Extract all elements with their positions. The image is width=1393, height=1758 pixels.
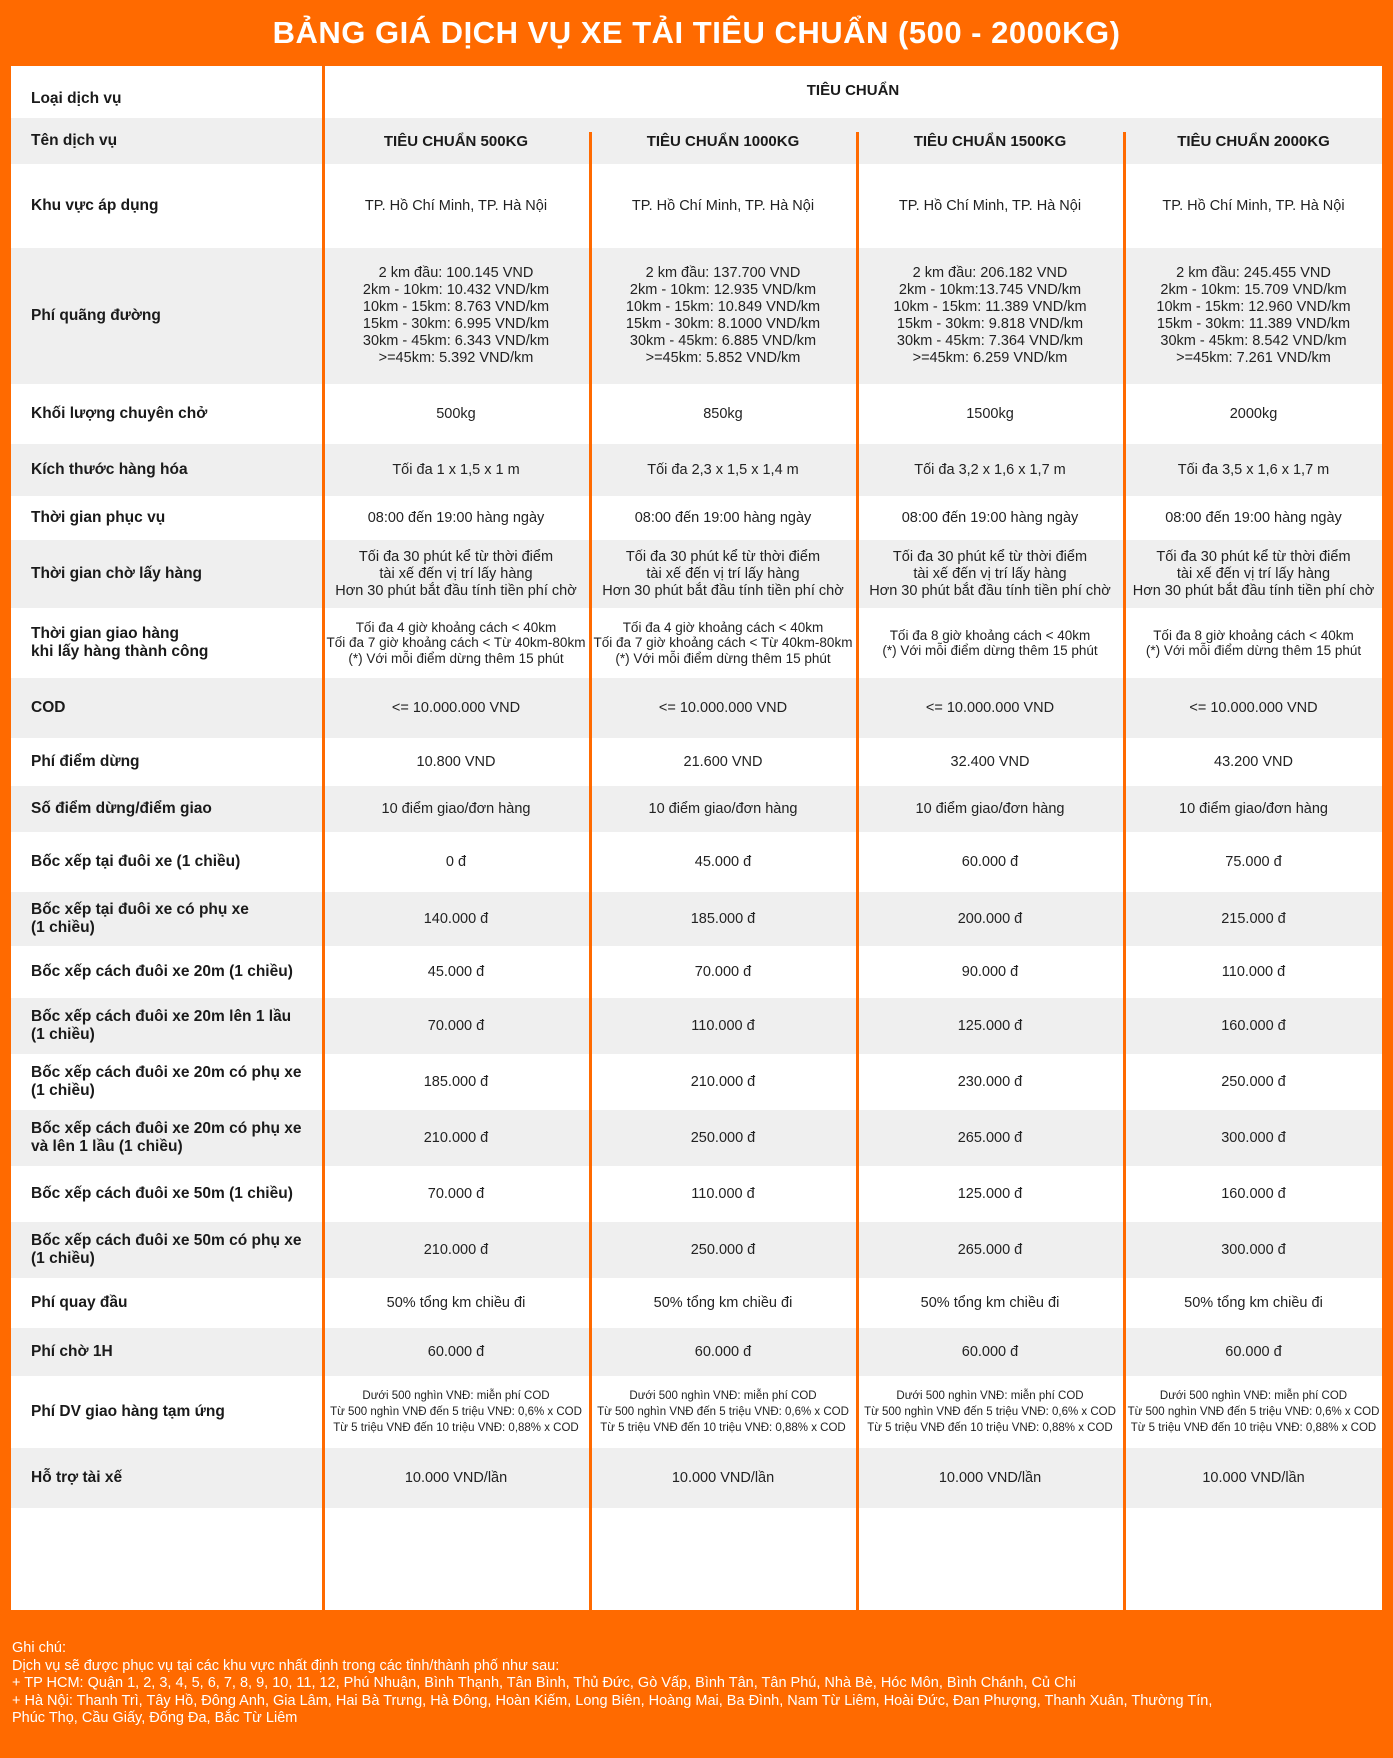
- row-label: Phí chờ 1H: [31, 1343, 113, 1360]
- cell-value: <= 10.000.000 VND: [1189, 699, 1318, 716]
- cell-value: 160.000 đ: [1221, 1017, 1286, 1034]
- page-title: BẢNG GIÁ DỊCH VỤ XE TẢI TIÊU CHUẨN (500 - 2000KG): [272, 15, 1121, 50]
- row-label: Phí điểm dừng: [31, 753, 140, 770]
- row-label: COD: [31, 699, 66, 716]
- service-name-label: Tên dịch vụ: [31, 132, 118, 149]
- row-phi-quay-dau: [11, 1278, 1382, 1328]
- row-boc-xep-50m-phu-xe: [11, 1222, 1382, 1278]
- cell-value: 70.000 đ: [694, 963, 752, 980]
- cell-value: 08:00 đến 19:00 hàng ngày: [1165, 509, 1342, 526]
- cell-value: <= 10.000.000 VND: [658, 699, 788, 716]
- cell-value: 125.000 đ: [957, 1017, 1023, 1034]
- service-name-1500: TIÊU CHUẨN 1500KG: [913, 132, 1067, 150]
- cell-value: Tối đa 8 giờ khoảng cách < 40km (*) Với mỗi điểm dừng thêm 15 phút: [882, 627, 1098, 658]
- cell-value: Dưới 500 nghìn VNĐ: miễn phí COD Từ 500 nghìn VNĐ đến 5 triệu VNĐ: 0,6% x COD Từ 5 triệu VNĐ đến 10 triệu VNĐ: 0,88% x COD: [1127, 1390, 1380, 1434]
- row-label: Bốc xếp tại đuôi xe có phụ xe (1 chiều): [31, 901, 249, 936]
- cell-value: Tối đa 2,3 x 1,5 x 1,4 m: [647, 461, 799, 478]
- cell-value: 200.000 đ: [957, 910, 1023, 927]
- cell-value: Tối đa 30 phút kể từ thời điểm tài xế đến vị trí lấy hàng Hơn 30 phút bắt đầu tính tiền phí chờ: [335, 548, 577, 599]
- row-thoi-gian-phuc-vu: [11, 496, 1382, 540]
- cell-value: 250.000 đ: [1221, 1073, 1286, 1090]
- cell-value: 110.000 đ: [691, 1185, 755, 1202]
- row-label: Khu vực áp dụng: [31, 197, 159, 214]
- cell-value: 2 km đầu: 206.182 VND 2km - 10km:13.745 VND/km 10km - 15km: 11.389 VND/km 15km - 30km: 9.818 VND/km 30km - 45km: 7.364 VND/km >=45km: 6.259 VND/km: [893, 265, 1087, 366]
- row-label: Bốc xếp cách đuôi xe 20m có phụ xe và lên 1 lầu (1 chiều): [31, 1120, 302, 1155]
- row-label: Bốc xếp cách đuôi xe 20m lên 1 lầu (1 chiều): [31, 1008, 292, 1043]
- notes-hanoi: + Hà Nội: Thanh Trì, Tây Hồ, Đông Anh, Gia Lâm, Hai Bà Trưng, Hà Đông, Hoàn Kiếm, Long Biên, Hoàng Mai, Ba Đình, Nam Từ Liêm, Hoài Đức, Đan Phượng, Thanh Xuân, Thường Tín,: [12, 1692, 1213, 1709]
- column-divider: [1123, 132, 1126, 1610]
- column-divider: [322, 66, 325, 1610]
- service-name-1000: TIÊU CHUẨN 1000KG: [646, 132, 800, 150]
- row-label: Bốc xếp cách đuôi xe 50m (1 chiều): [31, 1185, 293, 1202]
- cell-value: Tối đa 4 giờ khoảng cách < 40km Tối đa 7 giờ khoảng cách < Từ 40km-80km (*) Với mỗi điểm dừng thêm 15 phút: [593, 619, 853, 666]
- cell-value: 60.000 đ: [961, 1343, 1019, 1360]
- cell-value: 2 km đầu: 100.145 VND 2km - 10km: 10.432 VND/km 10km - 15km: 8.763 VND/km 15km - 30km: 6.995 VND/km 30km - 45km: 6.343 VND/km >=45km: 5.392 VND/km: [362, 265, 550, 366]
- cell-value: 50% tổng km chiều đi: [920, 1294, 1060, 1311]
- cell-value: 140.000 đ: [423, 910, 489, 927]
- cell-value: 10 điểm giao/đơn hàng: [915, 800, 1065, 817]
- cell-value: Tối đa 30 phút kể từ thời điểm tài xế đến vị trí lấy hàng Hơn 30 phút bắt đầu tính tiền phí chờ: [869, 548, 1111, 599]
- row-boc-xep-20m: [11, 946, 1382, 998]
- row-phi-diem-dung: [11, 738, 1382, 786]
- cell-value: Tối đa 1 x 1,5 x 1 m: [392, 461, 520, 478]
- cell-value: 08:00 đến 19:00 hàng ngày: [634, 509, 812, 526]
- cell-value: 21.600 VND: [683, 753, 763, 770]
- cell-value: 265.000 đ: [957, 1129, 1023, 1146]
- cell-value: 850kg: [703, 405, 743, 422]
- cell-value: 70.000 đ: [427, 1185, 485, 1202]
- cell-value: 300.000 đ: [1221, 1241, 1286, 1258]
- cell-value: 90.000 đ: [961, 963, 1019, 980]
- service-name-row: [11, 118, 1382, 164]
- row-boc-xep-20m-phu-xe: [11, 1054, 1382, 1110]
- cell-value: 10.800 VND: [416, 753, 496, 770]
- row-khoi-luong: [11, 384, 1382, 444]
- cell-value: TP. Hồ Chí Minh, TP. Hà Nội: [898, 197, 1082, 214]
- row-ho-tro-tai-xe: [11, 1448, 1382, 1508]
- notes-title: Ghi chú:: [12, 1640, 66, 1656]
- row-label: Phí quãng đường: [31, 307, 161, 324]
- cell-value: 60.000 đ: [427, 1343, 485, 1360]
- cell-value: 2 km đầu: 137.700 VND 2km - 10km: 12.935 VND/km 10km - 15km: 10.849 VND/km 15km - 30km: 8.1000 VND/km 30km - 45km: 6.885 VND/km >=45km: 5.852 VND/km: [625, 265, 821, 366]
- cell-value: 10 điểm giao/đơn hàng: [381, 800, 531, 817]
- notes-hanoi-cont: Phúc Thọ, Cầu Giấy, Đống Đa, Bắc Từ Liêm: [12, 1710, 298, 1726]
- row-kich-thuoc: [11, 444, 1382, 496]
- row-label: Hỗ trợ tài xế: [31, 1469, 123, 1486]
- cell-value: 60.000 đ: [961, 853, 1019, 870]
- cell-value: 43.200 VND: [1214, 753, 1293, 770]
- cell-value: 75.000 đ: [1225, 853, 1282, 870]
- notes-hcm: + TP HCM: Quận 1, 2, 3, 4, 5, 6, 7, 8, 9, 10, 11, 12, Phú Nhuận, Bình Thạnh, Tân Bình, Thủ Đức, Gò Vấp, Bình Tân, Tân Phú, Nhà Bè, Hóc Môn, Bình Chánh, Củ Chi: [12, 1675, 1076, 1691]
- service-type-label: Loại dịch vụ: [31, 90, 122, 107]
- cell-value: 185.000 đ: [690, 910, 756, 927]
- row-boc-xep-50m: [11, 1166, 1382, 1222]
- row-label: Thời gian phục vụ: [31, 509, 166, 526]
- cell-value: 0 đ: [445, 853, 467, 870]
- cell-value: Tối đa 3,5 x 1,6 x 1,7 m: [1177, 461, 1330, 478]
- row-boc-xep-duoi-xe-phu-xe: [11, 892, 1382, 946]
- cell-value: 210.000 đ: [423, 1129, 489, 1146]
- notes-intro: Dịch vụ sẽ được phục vụ tại các khu vực nhất định trong các tỉnh/thành phố như sau:: [12, 1657, 560, 1674]
- cell-value: 110.000 đ: [691, 1017, 755, 1034]
- cell-value: 32.400 VND: [950, 753, 1030, 770]
- row-cod: [11, 678, 1382, 738]
- row-label: Phí DV giao hàng tạm ứng: [31, 1403, 225, 1420]
- cell-value: 50% tổng km chiều đi: [386, 1294, 526, 1311]
- cell-value: 125.000 đ: [957, 1185, 1023, 1202]
- row-label: Bốc xếp tại đuôi xe (1 chiều): [31, 853, 241, 870]
- row-boc-xep-duoi-xe: [11, 832, 1382, 892]
- row-thoi-gian-giao: [11, 608, 1382, 678]
- row-phi-quang-duong: [11, 248, 1382, 384]
- row-label: Bốc xếp cách đuôi xe 20m (1 chiều): [31, 963, 293, 980]
- row-label: Kích thước hàng hóa: [31, 461, 188, 478]
- cell-value: 10.000 VND/lần: [404, 1469, 508, 1486]
- cell-value: Tối đa 4 giờ khoảng cách < 40km Tối đa 7 giờ khoảng cách < Từ 40km-80km (*) Với mỗi điểm dừng thêm 15 phút: [326, 619, 586, 666]
- cell-value: 50% tổng km chiều đi: [653, 1294, 793, 1311]
- cell-value: 45.000 đ: [694, 853, 752, 870]
- price-table: [11, 66, 1382, 1610]
- cell-value: 185.000 đ: [423, 1073, 489, 1090]
- cell-value: 60.000 đ: [694, 1343, 752, 1360]
- service-type-row: [11, 66, 1382, 118]
- cell-value: 45.000 đ: [427, 963, 485, 980]
- cell-value: 08:00 đến 19:00 hàng ngày: [367, 509, 545, 526]
- cell-value: Dưới 500 nghìn VNĐ: miễn phí COD Từ 500 nghìn VNĐ đến 5 triệu VNĐ: 0,6% x COD Từ 5 triệu VNĐ đến 10 triệu VNĐ: 0,88% x COD: [597, 1390, 849, 1434]
- cell-value: <= 10.000.000 VND: [925, 699, 1055, 716]
- cell-value: Tối đa 30 phút kể từ thời điểm tài xế đến vị trí lấy hàng Hơn 30 phút bắt đầu tính tiền phí chờ: [602, 548, 844, 599]
- row-label: Bốc xếp cách đuôi xe 50m có phụ xe (1 chiều): [31, 1232, 302, 1267]
- cell-value: 1500kg: [966, 405, 1014, 422]
- cell-value: 265.000 đ: [957, 1241, 1023, 1258]
- cell-value: 10 điểm giao/đơn hàng: [1179, 800, 1328, 817]
- cell-value: 70.000 đ: [427, 1017, 485, 1034]
- cell-value: 210.000 đ: [423, 1241, 489, 1258]
- row-label: Thời gian chờ lấy hàng: [31, 565, 203, 582]
- cell-value: <= 10.000.000 VND: [391, 699, 521, 716]
- column-divider: [856, 132, 859, 1610]
- cell-value: 2000kg: [1229, 405, 1278, 422]
- cell-value: 10.000 VND/lần: [671, 1469, 775, 1486]
- service-name-2000: TIÊU CHUẨN 2000KG: [1177, 132, 1330, 150]
- service-type-value: TIÊU CHUẨN: [806, 81, 900, 99]
- cell-value: 50% tổng km chiều đi: [1184, 1294, 1323, 1311]
- notes: [12, 1640, 1382, 1728]
- row-label: Thời gian giao hàng khi lấy hàng thành công: [31, 625, 209, 660]
- cell-value: 60.000 đ: [1225, 1343, 1282, 1360]
- cell-value: 230.000 đ: [957, 1073, 1023, 1090]
- cell-value: 10 điểm giao/đơn hàng: [648, 800, 798, 817]
- service-name-500: TIÊU CHUẨN 500KG: [383, 132, 529, 150]
- row-phi-cho: [11, 1328, 1382, 1376]
- row-label: Số điểm dừng/điểm giao: [31, 800, 212, 817]
- cell-value: 2 km đầu: 245.455 VND 2km - 10km: 15.709 VND/km 10km - 15km: 12.960 VND/km 15km - 30km: 11.389 VND/km 30km - 45km: 8.542 VND/km >=45km: 7.261 VND/km: [1156, 265, 1351, 366]
- row-label: Bốc xếp cách đuôi xe 20m có phụ xe (1 chiều): [31, 1064, 302, 1099]
- cell-value: Dưới 500 nghìn VNĐ: miễn phí COD Từ 500 nghìn VNĐ đến 5 triệu VNĐ: 0,6% x COD Từ 5 triệu VNĐ đến 10 triệu VNĐ: 0,88% x COD: [330, 1390, 582, 1434]
- cell-value: 300.000 đ: [1221, 1129, 1286, 1146]
- row-khu-vuc-ap-dung: [11, 164, 1382, 248]
- row-so-diem-dung: [11, 786, 1382, 832]
- row-label: Khối lượng chuyên chở: [31, 405, 208, 422]
- row-thoi-gian-cho: [11, 540, 1382, 608]
- cell-value: 215.000 đ: [1221, 910, 1286, 927]
- cell-value: 250.000 đ: [690, 1129, 756, 1146]
- cell-value: Tối đa 30 phút kể từ thời điểm tài xế đến vị trí lấy hàng Hơn 30 phút bắt đầu tính tiền phí chờ: [1132, 548, 1375, 599]
- cell-value: 10.000 VND/lần: [938, 1469, 1042, 1486]
- cell-value: 250.000 đ: [690, 1241, 756, 1258]
- cell-value: 110.000 đ: [1221, 963, 1286, 980]
- cell-value: 500kg: [436, 405, 476, 422]
- row-phi-dv-tam-ung: [11, 1376, 1382, 1448]
- cell-value: 08:00 đến 19:00 hàng ngày: [901, 509, 1079, 526]
- row-boc-xep-20m-lau: [11, 998, 1382, 1054]
- cell-value: TP. Hồ Chí Minh, TP. Hà Nội: [364, 197, 548, 214]
- cell-value: Tối đa 3,2 x 1,6 x 1,7 m: [914, 461, 1066, 478]
- cell-value: Tối đa 8 giờ khoảng cách < 40km (*) Với mỗi điểm dừng thêm 15 phút: [1145, 627, 1362, 658]
- cell-value: 160.000 đ: [1221, 1185, 1286, 1202]
- cell-value: 210.000 đ: [690, 1073, 756, 1090]
- cell-value: 10.000 VND/lần: [1202, 1469, 1305, 1486]
- column-divider: [589, 132, 592, 1610]
- cell-value: TP. Hồ Chí Minh, TP. Hà Nội: [1162, 197, 1345, 214]
- row-boc-xep-20m-phu-xe-lau: [11, 1110, 1382, 1166]
- row-label: Phí quay đầu: [31, 1294, 128, 1311]
- cell-value: TP. Hồ Chí Minh, TP. Hà Nội: [631, 197, 815, 214]
- cell-value: Dưới 500 nghìn VNĐ: miễn phí COD Từ 500 nghìn VNĐ đến 5 triệu VNĐ: 0,6% x COD Từ 5 triệu VNĐ đến 10 triệu VNĐ: 0,88% x COD: [864, 1390, 1116, 1434]
